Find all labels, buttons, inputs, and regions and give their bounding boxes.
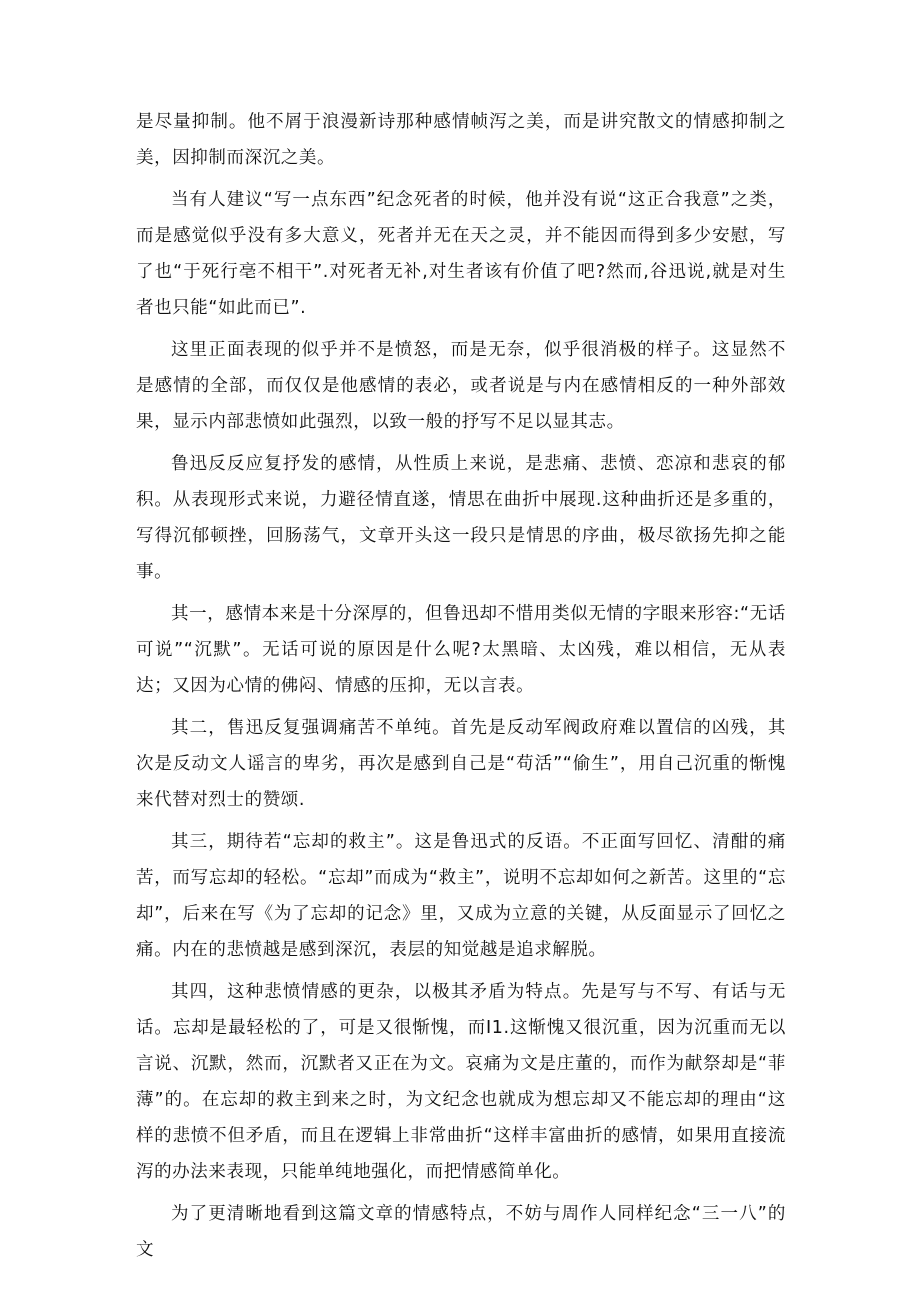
paragraph-2: 当有人建议“写一点东西”纪念死者的时候，他并没有说“这正合我意”之类，而是感觉似乎没有多大意义，死者并无在天之灵，并不能因而得到多少安慰，写了也“于死行亳不相干”.对死者无补,对生者该有价值了吧?然而,谷迅说,就是对生者也只能“如此而已”. bbox=[136, 190, 786, 318]
paragraph-4: 鲁迅反反应复抒发的感情，从性质上来说，是悲痛、悲愤、恋凉和悲哀的郁积。从表现形式来说，力避径情直遂，情思在曲折中展现.这种曲折还是多重的，写得沉郁顿挫，回肠荡气，文章开头这一段只是情思的序曲，极尽欲扬先抑之能事。 bbox=[136, 454, 786, 582]
paragraph-1: 是尽量抑制。他不屑于浪漫新诗那种感情帧泻之美，而是讲究散文的情感抑制之美，因抑制而深沉之美。 bbox=[136, 112, 786, 168]
paragraph-7: 其三，期待若“忘却的救主”。这是鲁迅式的反语。不正面写回忆、清酣的痛苦，而写忘却的轻松。“忘却”而成为“救主”，说明不忘却如何之新苦。这里的“忘却”，后来在写《为了忘却的记念》里，又成为立意的关键，从反面显示了回忆之痛。内在的悲愤越是感到深沉，表层的知觉越是追求解脱。 bbox=[136, 832, 786, 960]
paragraph-9: 为了更清晰地看到这篇文章的情感特点，不妨与周作人同样纪念“三一八”的文 bbox=[136, 1204, 786, 1260]
paragraph-5: 其一，感情本来是十分深厚的，但鲁迅却不惜用类似无情的字眼来形容:“无话可说”“沉默”。无话可说的原因是什么呢?太黑暗、太凶残，难以相信，无从表达；又因为心情的佛闷、情感的压抑，无以言表。 bbox=[136, 604, 786, 696]
document-body bbox=[136, 104, 786, 1274]
paragraph-3: 这里正面表现的似乎并不是愤怒，而是无奈，似乎很消极的样子。这显然不是感情的全部，而仅仅是他感情的表必，或者说是与内在感情相反的一种外部效果，显示内部悲愤如此强烈，以致一般的抒写不足以显其志。 bbox=[136, 340, 786, 432]
paragraph-6: 其二，售迅反复强调痛苦不单纯。首先是反动军阀政府难以置信的凶残，其次是反动文人谣言的卑劣，再次是感到自己是“苟活”“偷生”，用自己沉重的惭愧来代替对烈士的赞颂. bbox=[136, 718, 786, 810]
paragraph-8: 其四，这种悲愤情感的更杂，以极其矛盾为特点。先是写与不写、有话与无话。忘却是最轻松的了，可是又很惭愧，而I1.这惭愧又很沉重，因为沉重而无以言说、沉默，然而，沉默者又正在为文。哀痛为文是庄董的，而作为献祭却是“菲薄”的。在忘却的救主到来之时，为文纪念也就成为想忘却又不能忘却的理由“这样的悲愤不但矛盾，而且在逻辑上非常曲折“这样丰富曲折的感情，如果用直接流泻的办法来表现，只能单纯地强化，而把情感简单化。 bbox=[136, 982, 786, 1182]
